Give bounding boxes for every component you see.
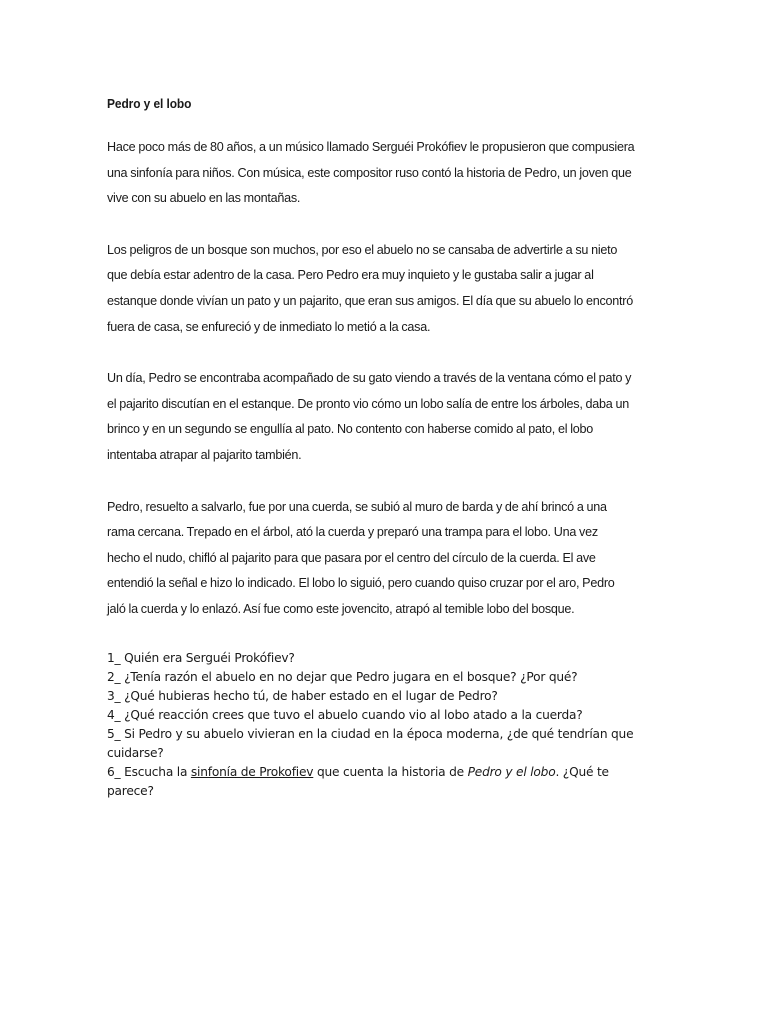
paragraph-line: hecho el nudo, chifló al pajarito para que pasara por el centro del círculo de la cuerda. El ave	[107, 550, 596, 565]
document-page	[107, 96, 667, 801]
question-list	[107, 649, 667, 801]
question-item: parece?	[107, 783, 154, 798]
paragraph-3	[107, 366, 667, 468]
question-item: 5_ Si Pedro y su abuelo vivieran en la ciudad en la época moderna, ¿de qué tendrían que	[107, 726, 634, 741]
question-item: 3_ ¿Qué hubieras hecho tú, de haber estado en el lugar de Pedro?	[107, 688, 498, 703]
paragraph-line: intentaba atrapar al pajarito también.	[107, 447, 302, 462]
paragraph-line: rama cercana. Trepado en el árbol, ató la cuerda y preparó una trampa para el lobo. Una vez	[107, 525, 598, 540]
paragraph-line: Pedro, resuelto a salvarlo, fue por una cuerda, se subió al muro de barda y de ahí brincó a una	[107, 499, 607, 514]
paragraph-4	[107, 495, 667, 623]
question-item: 1_ Quién era Serguéi Prokófiev?	[107, 650, 295, 665]
paragraph-line: brinco y en un segundo se engullía al pato. No contento con haberse comido al pato, el lobo	[107, 422, 594, 437]
paragraph-line: Un día, Pedro se encontraba acompañado de su gato viendo a través de la ventana cómo el pato y	[107, 371, 632, 386]
symphony-link[interactable]: sinfonía de Prokofiev	[190, 764, 314, 779]
paragraph-line: estanque donde vivían un pato y un pajarito, que eran sus amigos. El día que su abuelo lo encontró	[107, 293, 634, 308]
paragraph-line: el pajarito discutían en el estanque. De pronto vio cómo un lobo salía de entre los árboles, daba un	[107, 396, 629, 411]
document-title: Pedro y el lobo	[107, 96, 192, 111]
question-6-middle: que cuenta la historia de	[313, 764, 468, 779]
paragraph-2	[107, 238, 667, 340]
paragraph-line: que debía estar adentro de la casa. Pero Pedro era muy inquieto y le gustaba salir a jugar al	[107, 268, 594, 283]
story-title-italic: Pedro y el lobo	[467, 764, 556, 779]
paragraph-line: jaló la cuerda y lo enlazó. Así fue como este jovencito, atrapó al temible lobo del bosque.	[107, 601, 575, 616]
question-item: 2_ ¿Tenía razón el abuelo en no dejar que Pedro jugara en el bosque? ¿Por qué?	[107, 669, 578, 684]
paragraph-line: Hace poco más de 80 años, a un músico llamado Serguéi Prokófiev le propusieron que compusiera	[107, 140, 635, 154]
paragraph-1	[107, 135, 667, 212]
question-6-prefix: 6_ Escucha la	[107, 764, 191, 779]
paragraph-line: fuera de casa, se enfureció y de inmediato lo metió a la casa.	[107, 319, 431, 334]
paragraph-line: una sinfonía para niños. Con música, este compositor ruso contó la historia de Pedro, un joven que	[107, 165, 632, 180]
question-item: cuidarse?	[107, 745, 164, 760]
question-item: 4_ ¿Qué reacción crees que tuvo el abuelo cuando vio al lobo atado a la cuerda?	[107, 707, 583, 722]
question-6-suffix: . ¿Qué te	[555, 764, 609, 779]
paragraph-line: Los peligros de un bosque son muchos, por eso el abuelo no se cansaba de advertirle a su nieto	[107, 242, 618, 257]
question-item-6	[107, 763, 667, 782]
paragraph-line: vive con su abuelo en las montañas.	[107, 191, 301, 206]
paragraph-line: entendió la señal e hizo lo indicado. El lobo lo siguió, pero cuando quiso cruzar por el aro, Pedro	[107, 576, 615, 591]
